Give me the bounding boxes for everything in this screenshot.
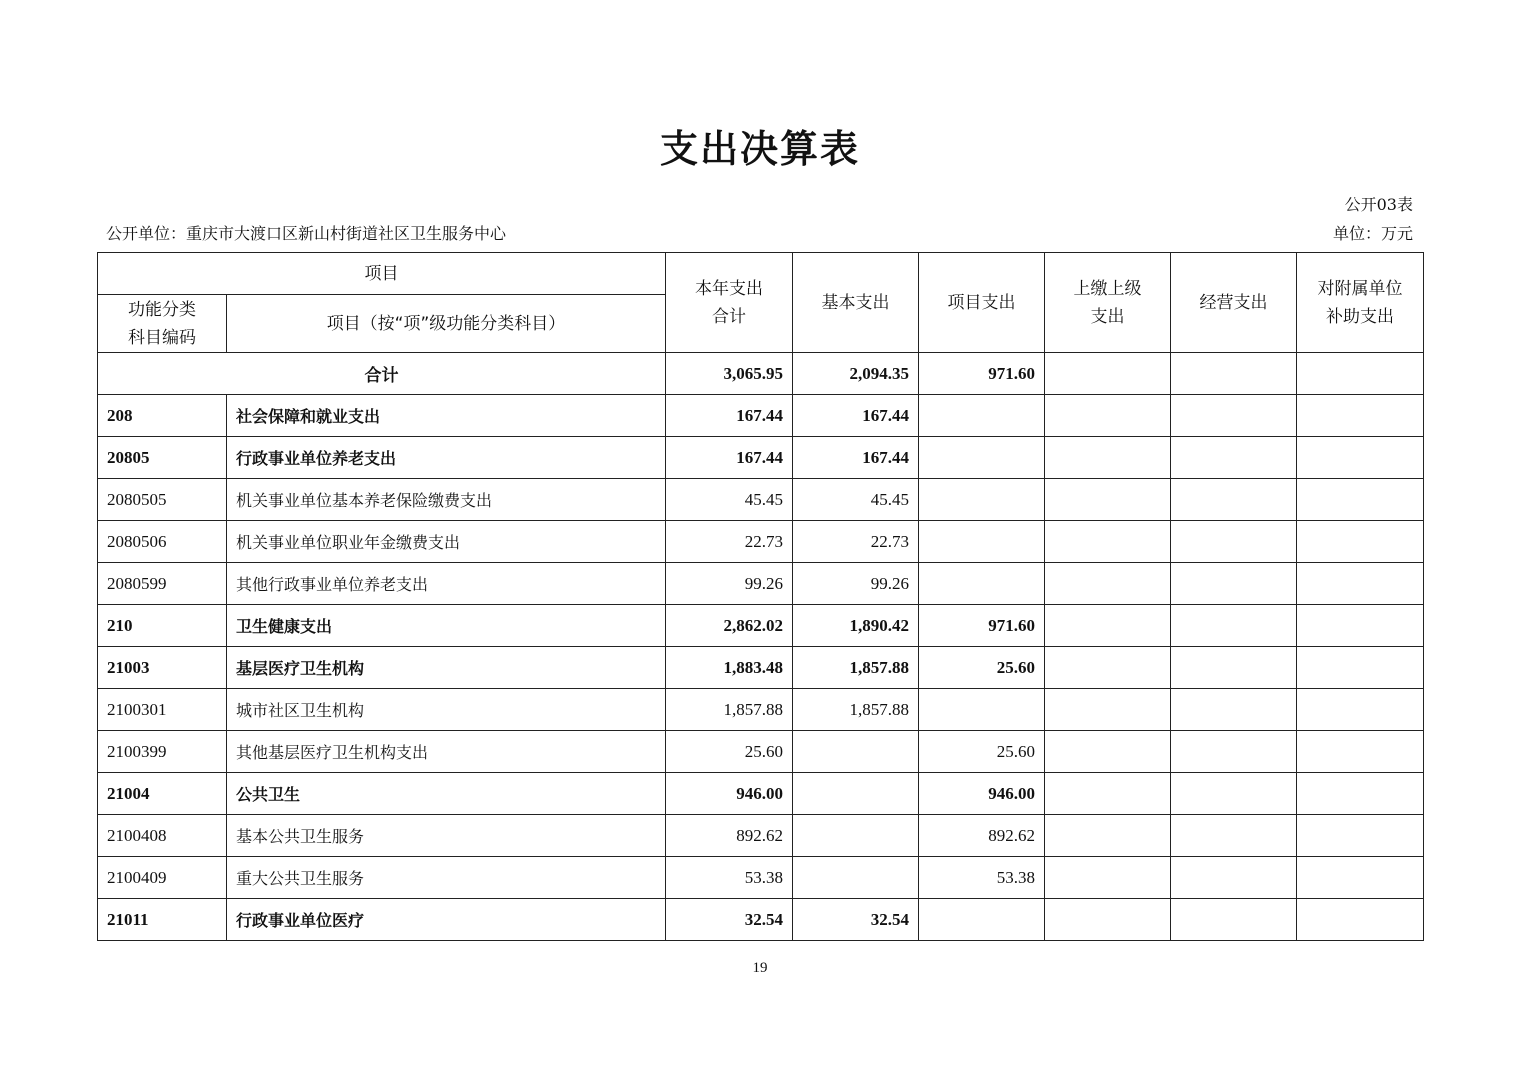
business-cell <box>1171 857 1297 899</box>
project-cell <box>919 689 1045 731</box>
business-cell <box>1171 353 1297 395</box>
table-row <box>98 731 1424 773</box>
total-cell: 3,065.95 <box>666 353 793 395</box>
project-cell <box>919 899 1045 941</box>
name-cell: 其他基层医疗卫生机构支出 <box>227 731 666 773</box>
upper-cell <box>1045 815 1171 857</box>
total-cell: 99.26 <box>666 563 793 605</box>
header-subsidy: 对附属单位补助支出 <box>1297 253 1424 353</box>
basic-cell: 167.44 <box>793 437 919 479</box>
upper-cell <box>1045 605 1171 647</box>
code-cell: 20805 <box>98 437 227 479</box>
subsidy-cell <box>1297 521 1424 563</box>
code-cell: 2100301 <box>98 689 227 731</box>
upper-cell <box>1045 521 1171 563</box>
table-row <box>98 395 1424 437</box>
subsidy-cell <box>1297 857 1424 899</box>
upper-cell <box>1045 857 1171 899</box>
name-cell: 基层医疗卫生机构 <box>227 647 666 689</box>
subsidy-cell <box>1297 815 1424 857</box>
basic-cell <box>793 815 919 857</box>
unit-line <box>106 221 1413 244</box>
subsidy-cell <box>1297 353 1424 395</box>
project-cell <box>919 479 1045 521</box>
header-upper: 上缴上级支出 <box>1045 253 1171 353</box>
total-cell: 25.60 <box>666 731 793 773</box>
code-cell: 2080505 <box>98 479 227 521</box>
business-cell <box>1171 479 1297 521</box>
subsidy-cell <box>1297 773 1424 815</box>
project-cell: 25.60 <box>919 731 1045 773</box>
total-cell: 32.54 <box>666 899 793 941</box>
name-cell: 社会保障和就业支出 <box>227 395 666 437</box>
name-cell: 基本公共卫生服务 <box>227 815 666 857</box>
code-cell: 21011 <box>98 899 227 941</box>
total-cell: 22.73 <box>666 521 793 563</box>
code-cell: 210 <box>98 605 227 647</box>
subsidy-cell <box>1297 437 1424 479</box>
total-label: 合计 <box>98 353 666 395</box>
upper-cell <box>1045 899 1171 941</box>
table-row <box>98 647 1424 689</box>
name-cell: 城市社区卫生机构 <box>227 689 666 731</box>
name-cell: 其他行政事业单位养老支出 <box>227 563 666 605</box>
upper-cell <box>1045 395 1171 437</box>
table-row <box>98 773 1424 815</box>
header-business: 经营支出 <box>1171 253 1297 353</box>
name-cell: 机关事业单位基本养老保险缴费支出 <box>227 479 666 521</box>
business-cell <box>1171 815 1297 857</box>
business-cell <box>1171 647 1297 689</box>
upper-cell <box>1045 353 1171 395</box>
name-cell: 行政事业单位医疗 <box>227 899 666 941</box>
page-number: 19 <box>752 960 768 976</box>
name-cell: 行政事业单位养老支出 <box>227 437 666 479</box>
business-cell <box>1171 689 1297 731</box>
business-cell <box>1171 773 1297 815</box>
basic-cell: 1,857.88 <box>793 647 919 689</box>
expenditure-table <box>97 252 1424 941</box>
project-cell: 892.62 <box>919 815 1045 857</box>
project-cell: 971.60 <box>919 605 1045 647</box>
basic-cell: 99.26 <box>793 563 919 605</box>
subsidy-cell <box>1297 605 1424 647</box>
table-row <box>98 437 1424 479</box>
basic-cell: 2,094.35 <box>793 353 919 395</box>
total-cell: 167.44 <box>666 395 793 437</box>
total-cell: 892.62 <box>666 815 793 857</box>
code-cell: 208 <box>98 395 227 437</box>
subsidy-cell <box>1297 395 1424 437</box>
basic-cell: 1,890.42 <box>793 605 919 647</box>
header-code: 功能分类科目编码 <box>98 295 227 353</box>
total-cell: 167.44 <box>666 437 793 479</box>
table-row <box>98 815 1424 857</box>
basic-cell: 32.54 <box>793 899 919 941</box>
header-item: 项目（按“项”级功能分类科目） <box>227 295 666 353</box>
code-cell: 2080599 <box>98 563 227 605</box>
basic-cell <box>793 731 919 773</box>
code-cell: 21004 <box>98 773 227 815</box>
upper-cell <box>1045 479 1171 521</box>
total-cell: 1,883.48 <box>666 647 793 689</box>
total-cell: 53.38 <box>666 857 793 899</box>
upper-cell <box>1045 773 1171 815</box>
project-cell <box>919 563 1045 605</box>
table-row <box>98 857 1424 899</box>
basic-cell: 45.45 <box>793 479 919 521</box>
upper-cell <box>1045 731 1171 773</box>
code-cell: 2080506 <box>98 521 227 563</box>
page-title: 支出决算表 <box>659 127 860 171</box>
table-row <box>98 689 1424 731</box>
subsidy-cell <box>1297 647 1424 689</box>
name-cell: 机关事业单位职业年金缴费支出 <box>227 521 666 563</box>
basic-cell <box>793 857 919 899</box>
project-cell: 53.38 <box>919 857 1045 899</box>
business-cell <box>1171 605 1297 647</box>
total-cell: 45.45 <box>666 479 793 521</box>
basic-cell: 167.44 <box>793 395 919 437</box>
money-unit: 单位：万元 <box>1332 224 1413 243</box>
business-cell <box>1171 521 1297 563</box>
total-row <box>98 353 1424 395</box>
upper-cell <box>1045 647 1171 689</box>
upper-cell <box>1045 437 1171 479</box>
name-cell: 卫生健康支出 <box>227 605 666 647</box>
header-item-group: 项目 <box>98 253 666 295</box>
code-cell: 2100399 <box>98 731 227 773</box>
subsidy-cell <box>1297 689 1424 731</box>
total-cell: 1,857.88 <box>666 689 793 731</box>
upper-cell <box>1045 689 1171 731</box>
project-cell: 946.00 <box>919 773 1045 815</box>
project-cell: 971.60 <box>919 353 1045 395</box>
subsidy-cell <box>1297 899 1424 941</box>
total-cell: 946.00 <box>666 773 793 815</box>
upper-cell <box>1045 563 1171 605</box>
code-cell: 2100409 <box>98 857 227 899</box>
business-cell <box>1171 395 1297 437</box>
code-cell: 21003 <box>98 647 227 689</box>
business-cell <box>1171 437 1297 479</box>
table-row <box>98 563 1424 605</box>
subsidy-cell <box>1297 731 1424 773</box>
table-row <box>98 605 1424 647</box>
header-project: 项目支出 <box>919 253 1045 353</box>
name-cell: 公共卫生 <box>227 773 666 815</box>
subsidy-cell <box>1297 563 1424 605</box>
project-cell <box>919 521 1045 563</box>
project-cell <box>919 395 1045 437</box>
header-row-1 <box>98 253 1424 295</box>
subsidy-cell <box>1297 479 1424 521</box>
form-number: 公开03表 <box>1344 195 1413 214</box>
table-row <box>98 521 1424 563</box>
reporting-unit: 公开单位：重庆市大渡口区新山村街道社区卫生服务中心 <box>106 224 507 243</box>
basic-cell: 1,857.88 <box>793 689 919 731</box>
business-cell <box>1171 563 1297 605</box>
table-row <box>98 479 1424 521</box>
table-row <box>98 899 1424 941</box>
header-basic: 基本支出 <box>793 253 919 353</box>
basic-cell <box>793 773 919 815</box>
project-cell <box>919 437 1045 479</box>
business-cell <box>1171 899 1297 941</box>
name-cell: 重大公共卫生服务 <box>227 857 666 899</box>
basic-cell: 22.73 <box>793 521 919 563</box>
project-cell: 25.60 <box>919 647 1045 689</box>
total-cell: 2,862.02 <box>666 605 793 647</box>
header-total: 本年支出合计 <box>666 253 793 353</box>
code-cell: 2100408 <box>98 815 227 857</box>
business-cell <box>1171 731 1297 773</box>
